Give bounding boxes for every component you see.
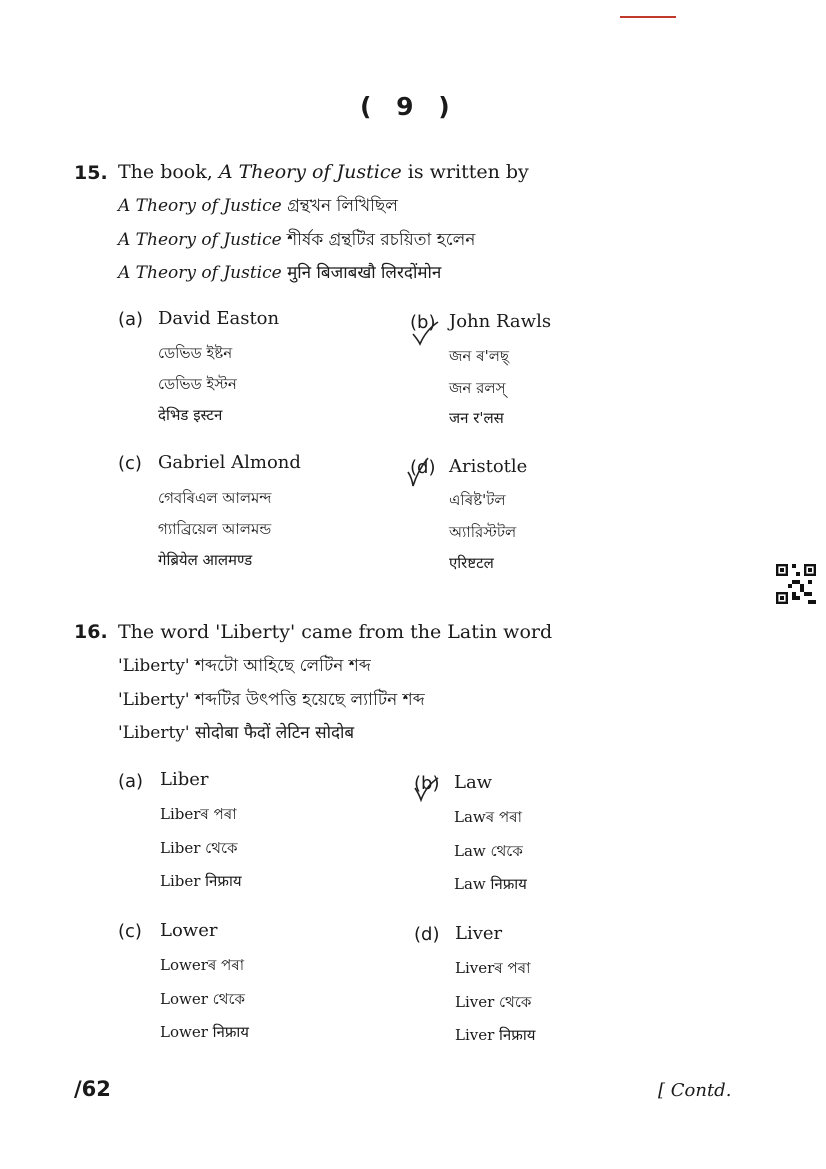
option-text-en: John Rawls [449,311,552,332]
question-text-bo: A Theory of Justice मुनि बिजाबखौ लिरदोंमोन [118,263,442,283]
book-title: A Theory of Justice [118,263,282,283]
option-letter: (c) [118,921,142,942]
book-title: A Theory of Justice [218,161,402,183]
question-text-bn: 'Liberty' শব্দটির উৎপত্তি হয়েছে ল্যাটিন শব্দ [118,690,425,710]
option-letter: (b) [410,312,436,333]
continued-note: [ Contd. [658,1080,732,1101]
option-text-as: জন ৰ'লছ্ [449,347,509,365]
option-text-bo: Liver निफ्राय [455,1026,536,1044]
option-text-as: Liberৰ পৰা [160,805,237,823]
option-text-bn: ডেভিড ইস্টন [158,375,237,393]
book-title: A Theory of Justice [118,230,282,250]
option-text-bn: জন রলস্ [449,379,506,397]
option-text-as: ডেভিড ইষ্টন [158,344,233,362]
option-text-as: এৰিষ্ট'টল [449,491,506,509]
qr-code-icon [776,564,816,604]
tick-mark-icon [412,776,440,802]
option-text-bo: Lower निफ्राय [160,1023,250,1041]
question-number: 16. [74,621,108,643]
option-text-en: David Easton [158,308,280,329]
question-text-as: A Theory of Justice গ্ৰন্থখন লিখিছিল [118,196,398,216]
option-text-bo: देभिड इस्टन [158,406,223,424]
top-edge-mark [620,16,676,18]
question-text-as: 'Liberty' শব্দটো আহিছে লেটিন শব্দ [118,656,371,676]
option-text-as: গেবৰিএল আলমন্দ [158,489,272,507]
option-text-bo: Law निफ्राय [454,875,527,893]
tick-mark-icon [410,320,440,346]
option-letter: (a) [118,771,144,792]
book-title: A Theory of Justice [118,196,282,216]
option-letter: (d) [414,924,440,945]
option-text-as: Lawৰ পৰা [454,808,522,826]
option-letter: (a) [118,309,144,330]
question-text-en: The word 'Liberty' came from the Latin word [118,621,553,643]
option-text-en: Liber [160,769,209,790]
option-text-as: Lowerৰ পৰা [160,956,245,974]
option-text-bo: एरिष्टटल [449,554,494,572]
option-letter: (b) [414,773,440,794]
option-text-en: Liver [455,923,503,944]
option-text-bn: অ্যারিস্টটল [449,523,517,541]
question-number: 15. [74,162,108,184]
option-text-en: Lower [160,920,218,941]
option-text-bn: Liver থেকে [455,993,532,1011]
option-text-bn: Law থেকে [454,842,523,860]
option-text-bn: Liber থেকে [160,839,238,857]
option-text-bn: Lower থেকে [160,990,245,1008]
option-text-en: Gabriel Almond [158,452,301,473]
page-number: ( 9 ) [360,92,458,121]
option-letter: (d) [410,457,436,478]
question-text-bo: 'Liberty' सोदोबा फैदों लेटिन सोदोब [118,723,355,743]
option-text-bo: जन र'लस [449,409,504,427]
option-text-en: Aristotle [449,456,528,477]
question-text-en: The book, A Theory of Justice is written by [118,161,529,183]
option-text-as: Liverৰ পৰা [455,959,531,977]
option-text-en: Law [454,772,493,793]
option-text-bn: গ্যাব্রিয়েল আলমন্ড [158,520,272,538]
option-text-bo: Liber निफ्राय [160,872,242,890]
option-text-bo: गेब्रियेल आलमण्ड [158,551,253,569]
question-text-bn: A Theory of Justice শীর্ষক গ্রন্থটির রচয়িতা হলেন [118,230,476,250]
tick-mark-icon [404,456,432,490]
paper-code: /62 [74,1077,111,1101]
option-letter: (c) [118,453,142,474]
